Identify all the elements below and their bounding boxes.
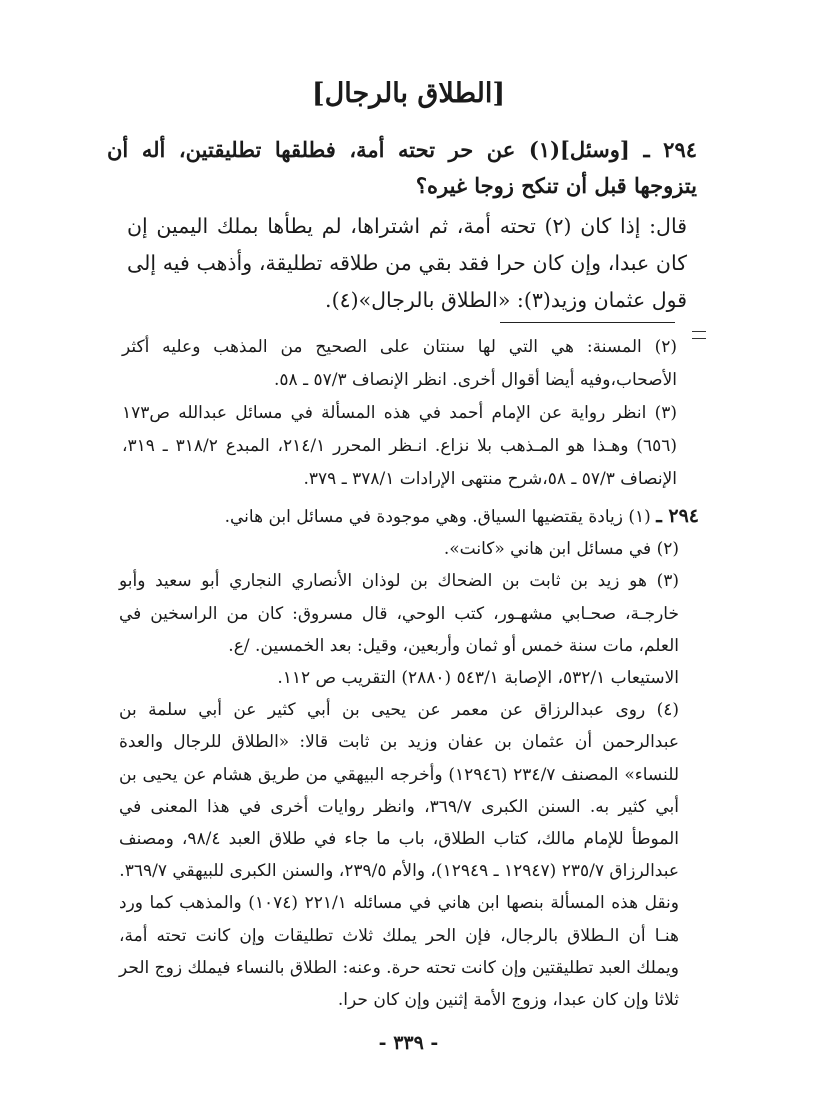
footnote-4-note: ونقل هذه المسألة بنصها ابن هاني في مسائله ٢٢١/١ (١٠٧٤) والمذهب كما ورد هنـا أن الـطلاق بالرجال، فإن الحر يملك ثلاث تطليقات وإن كانت تحته أمة، ويملك العبد تطليقتين وإن كانت تحته حرة. وعنه: الطلاق بالنساء فيملك زوج الحر ثلاثا وإن كان عبدا، وزوج الأمة إثنين وإن كان حرا. xyxy=(119,893,679,1011)
current-footnotes xyxy=(119,500,699,1016)
footnote-4: (٤) روى عبدالرزاق عن معمر عن يحيى بن أبي كثير عن أبي سلمة بن عبدالرحمن أن عثمان بن عفان وزيد بن ثابت قالا: «الطلاق للرجال والعدة للنساء» المصنف ٢٣٤/٧ (١٢٩٤٦) وأخرجه البيهقي من طريق هشام عن يحيى بن أبي كثير به. السنن الكبرى ٣٦٩/٧، وانظر روايات أخرى في هذا المعنى في الموطأ للإمام مالك، كتاب الطلاق، باب ما جاء في طلاق العبد ٩٨/٤، ومصنف عبدالرزاق ٢٣٥/٧ (١٢٩٤٧ ـ ١٢٩٤٩)، والأم ٢٣٩/٥، والسنن الكبرى للبيهقي ٣٦٩/٧. xyxy=(119,700,680,882)
previous-footnotes xyxy=(122,331,677,496)
answer-paragraph: قال: إذا كان (٢) تحته أمة، ثم اشتراها، لم يطأها بملك اليمين إن كان عبدا، وإن كان حرا فقد بقي من طلاقه تطليقة، وأذهب فيه إلى قول عثمان وزيد(٣): «الطلاق بالرجال»(٤). xyxy=(127,214,687,312)
page-number: - ٣٣٩ - xyxy=(378,1032,439,1054)
footnote-3-sources: الاستيعاب ٥٣٢/١، الإصابة ٥٤٣/١ (٢٨٨٠) التقريب ص ١١٢. xyxy=(277,668,679,689)
question-number: ٢٩٤ ـ xyxy=(643,137,698,162)
footnote-divider xyxy=(500,322,675,323)
footnote-1: (١) زيادة يقتضيها السياق. وهي موجودة في مسائل ابن هاني. xyxy=(224,507,651,527)
equals-mark xyxy=(692,331,706,339)
footnote-prev-2: (٢) المسنة: هي التي لها سنتان على الصحيح من المذهب وعليه أكثر الأصحاب،وفيه أيضا أقوال أخرى. انظر الإنصاف ٥٧/٣ ـ ٥٨. xyxy=(122,337,677,390)
footnote-1-row xyxy=(119,500,699,533)
question-text: [وسئل](١) عن حر تحته أمة، فطلقها تطليقتين، أله أن يتزوجها قبل أن تنكح زوجا غيره؟ xyxy=(107,137,697,198)
section-title: [الطلاق بالرجال] xyxy=(311,78,506,109)
footnote-2: (٢) في مسائل ابن هاني «كانت». xyxy=(443,539,679,560)
question-paragraph xyxy=(107,132,697,204)
footnote-prev-3: (٣) انظر رواية عن الإمام أحمد في هذه المسألة في مسائل عبدالله ص١٧٣ (٦٥٦) وهـذا هو المـذهب بلا نزاع. انـظر المحرر ٢١٤/١، المبدع ٣١٨/٢ ـ ٣١٩، الإنصاف ٥٧/٣ ـ ٥٨،شرح منتهى الإرادات ٣٧٨/١ ـ ٣٧٩. xyxy=(122,403,677,489)
footnote-group-number: ٢٩٤ ـ xyxy=(656,505,699,527)
footnote-3: (٣) هو زيد بن ثابت بن الضحاك بن لوذان الأنصاري النجاري أبو سعيد وأبو خارجـة، صحـابي مشهـور، كتب الوحي، قال مسروق: كان من الراسخين في العلم، مات سنة خمس أو ثمان وأربعين، وقيل: بعد الخمسين. /ع. xyxy=(119,571,679,656)
